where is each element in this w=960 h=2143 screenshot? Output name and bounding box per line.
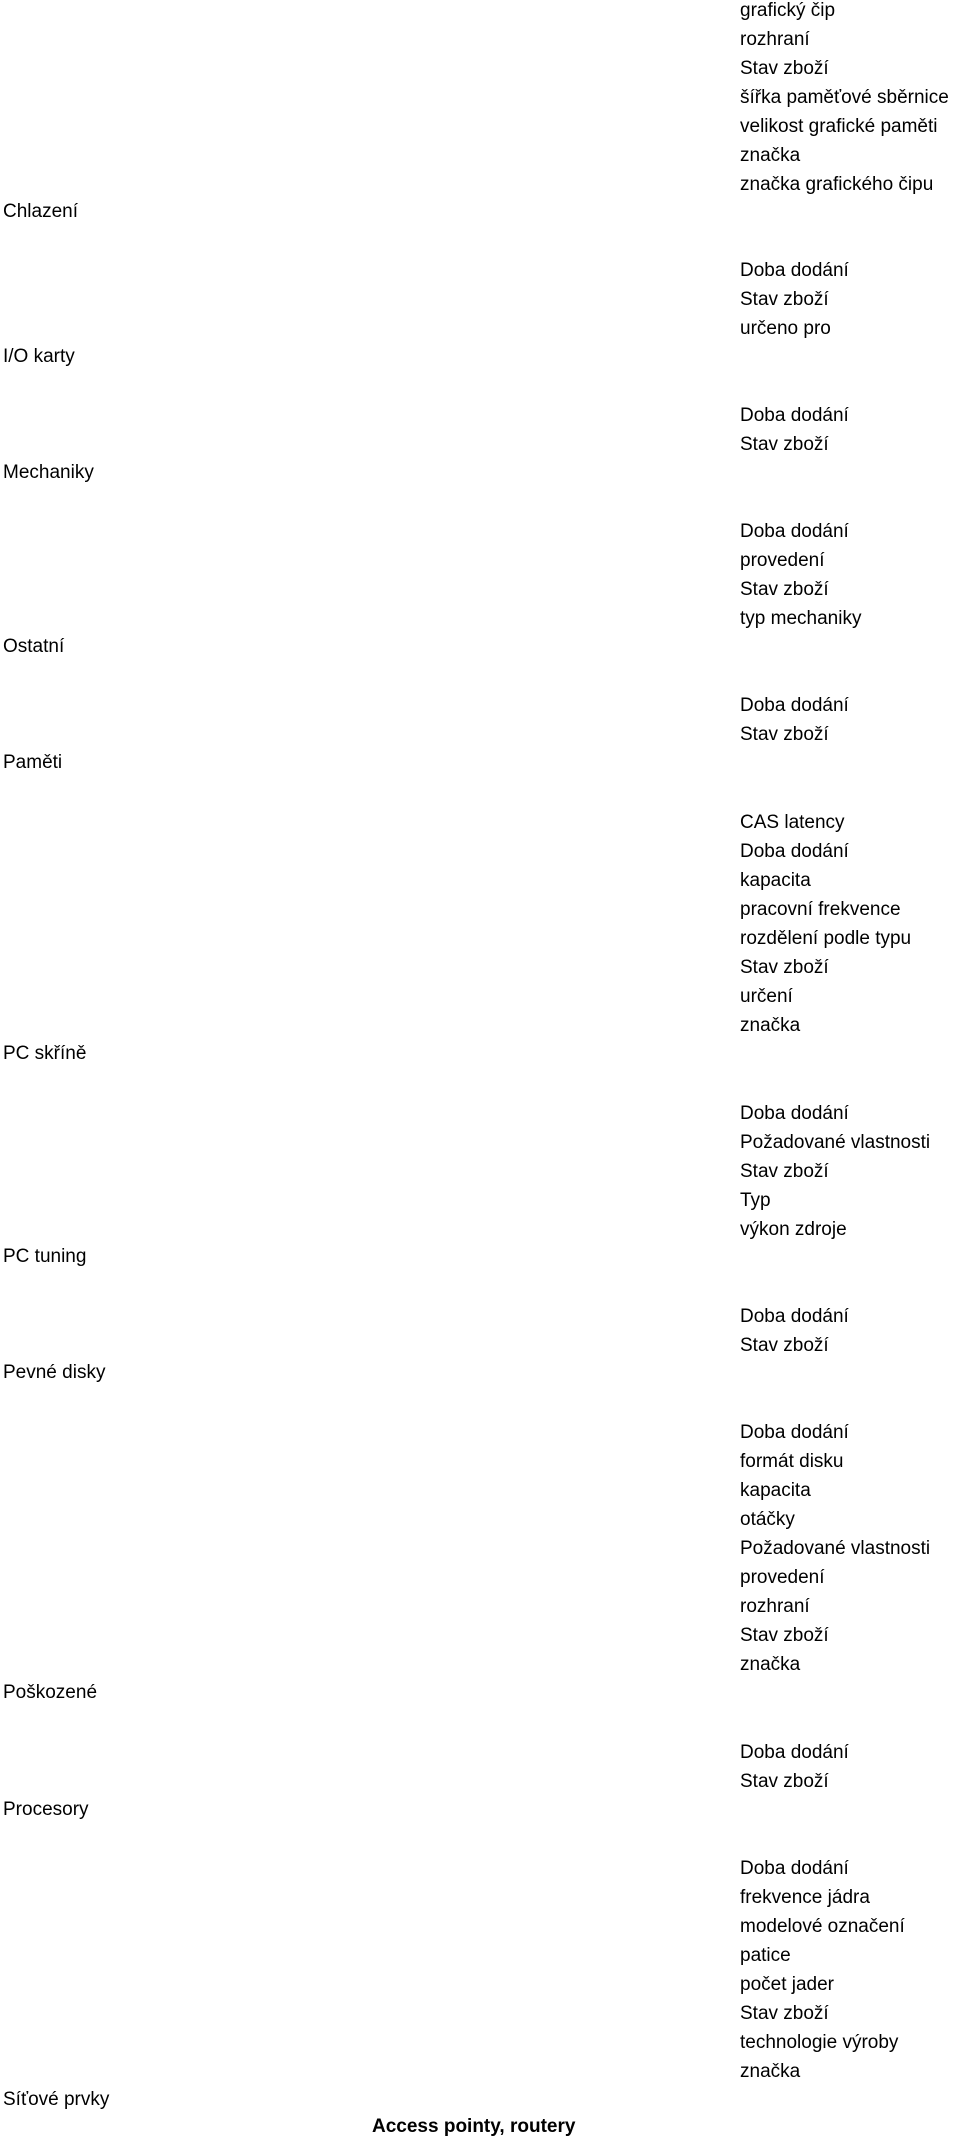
attribute-item: Doba dodání [740,260,849,281]
attribute-item: Stav zboží [740,579,829,600]
attribute-item: značka [740,2061,801,2082]
attribute-item: otáčky [740,1509,795,1530]
attribute-item: Doba dodání [740,1742,849,1763]
attribute-item: značka grafického čipu [740,174,934,195]
attribute-item: značka [740,1015,801,1036]
category-name: Procesory [3,1799,89,1820]
attribute-item: kapacita [740,1480,811,1501]
subcategory-label: Access pointy, routery [372,2116,576,2137]
attribute-item: Stav zboží [740,58,829,79]
attribute-list [740,808,911,1040]
category-name: Síťové prvky [3,2089,110,2110]
attribute-item: Stav zboží [740,1625,829,1646]
attribute-item: Doba dodání [740,521,849,542]
attribute-list [740,401,849,459]
attribute-item: rozhraní [740,29,810,50]
attribute-item: Typ [740,1190,771,1211]
attribute-item: CAS latency [740,812,845,833]
attribute-item: rozdělení podle typu [740,928,912,949]
category-name: Pevné disky [3,1362,106,1383]
attribute-item: Požadované vlastnosti [740,1132,931,1153]
attribute-item: určení [740,986,793,1007]
attribute-item: Stav zboží [740,1161,829,1182]
attribute-item: velikost grafické paměti [740,116,938,137]
attribute-item: výkon zdroje [740,1219,847,1240]
attribute-item: provedení [740,1567,825,1588]
attribute-item: technologie výroby [740,2032,899,2053]
attribute-item: grafický čip [740,0,836,21]
attribute-list [740,1099,930,1244]
attribute-item: rozhraní [740,1596,810,1617]
category-name: PC skříně [3,1043,87,1064]
attribute-item: Stav zboží [740,724,829,745]
attribute-item: značka [740,145,801,166]
attribute-item: Doba dodání [740,695,849,716]
attribute-item: Požadované vlastnosti [740,1538,931,1559]
attribute-item: Doba dodání [740,1103,849,1124]
attribute-item: Stav zboží [740,434,829,455]
attribute-item: typ mechaniky [740,608,862,629]
attribute-item: patice [740,1945,791,1966]
attribute-list [740,0,949,199]
attribute-item: určeno pro [740,318,831,339]
attribute-item: Stav zboží [740,957,829,978]
attribute-item: Doba dodání [740,405,849,426]
attribute-list [740,517,861,633]
attribute-item: šířka paměťové sběrnice [740,87,949,108]
attribute-list [740,1418,930,1679]
attribute-item: Doba dodání [740,1306,849,1327]
attribute-item: značka [740,1654,801,1675]
attribute-item: pracovní frekvence [740,899,901,920]
attribute-item: Doba dodání [740,1422,849,1443]
attribute-item: frekvence jádra [740,1887,870,1908]
attribute-item: modelové označení [740,1916,905,1937]
attribute-item: Doba dodání [740,1858,849,1879]
attribute-list [740,1738,849,1796]
category-name: Poškozené [3,1682,98,1703]
attribute-list [740,1854,905,2086]
category-name: Ostatní [3,636,65,657]
attribute-list [740,256,849,343]
attribute-list [740,691,849,749]
attribute-item: provedení [740,550,825,571]
category-name: I/O karty [3,346,75,367]
attribute-item: Stav zboží [740,2003,829,2024]
attribute-item: formát disku [740,1451,844,1472]
category-name: Paměti [3,752,63,773]
attribute-item: kapacita [740,870,811,891]
attribute-item: Doba dodání [740,841,849,862]
attribute-item: počet jader [740,1974,835,1995]
attribute-item: Stav zboží [740,289,829,310]
category-name: PC tuning [3,1246,87,1267]
attribute-list [740,1302,849,1360]
attribute-item: Stav zboží [740,1771,829,1792]
category-name: Chlazení [3,201,78,222]
category-name: Mechaniky [3,462,94,483]
attribute-item: Stav zboží [740,1335,829,1356]
